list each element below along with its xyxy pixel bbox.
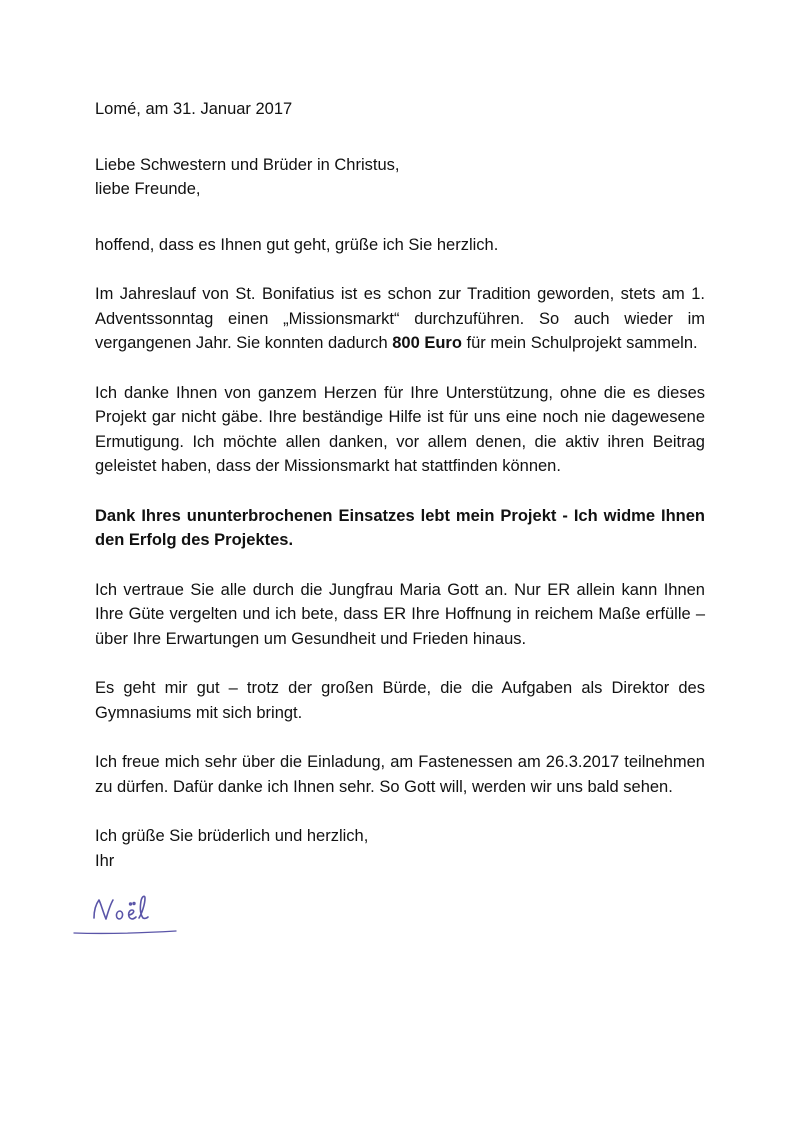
paragraph-invitation-text: Ich freue mich sehr über die Einladung, am Fastenessen am 26.3.2017 teilnehmen zu dürfen. Dafür danke ich Ihnen sehr. So Gott will, werden wir uns bald sehen. xyxy=(95,753,705,796)
salutation xyxy=(95,153,705,202)
paragraph-dedication xyxy=(95,504,705,553)
paragraph-wellbeing-text: Es geht mir gut – trotz der großen Bürde, die die Aufgaben als Direktor des Gymnasiums mit sich bringt. xyxy=(95,679,705,722)
handwritten-signature xyxy=(72,888,182,940)
paragraph-greeting-text: hoffend, dass es Ihnen gut geht, grüße ich Sie herzlich. xyxy=(95,235,499,254)
letter-date xyxy=(95,97,705,122)
date-text: Lomé, am 31. Januar 2017 xyxy=(95,100,293,118)
paragraph-prayer xyxy=(95,578,705,652)
salutation-line-1: Liebe Schwestern und Brüder in Christus, xyxy=(95,155,400,174)
salutation-line-2: liebe Freunde, xyxy=(95,180,201,198)
closing-line-1: Ich grüße Sie brüderlich und herzlich, xyxy=(95,827,369,845)
paragraph-prayer-text: Ich vertraue Sie alle durch die Jungfrau Maria Gott an. Nur ER allein kann Ihnen Ihre Güte vergelten und ich bete, dass ER Ihre Hoffnung in reichem Maße erfülle – über Ihre Erwartungen um Gesundheit und Frieden hinaus. xyxy=(95,580,705,648)
closing-line-2: Ihr xyxy=(95,851,115,870)
paragraph-greeting xyxy=(95,233,705,258)
paragraph-dedication-text: Dank Ihres ununterbrochenen Einsatzes lebt mein Projekt - Ich widme Ihnen den Erfolg des Projektes. xyxy=(95,506,705,549)
paragraph-missionsmarkt xyxy=(95,282,705,356)
paragraph-missionsmarkt-text-2: für mein Schulprojekt sammeln. xyxy=(461,334,698,352)
donation-amount: 800 Euro xyxy=(392,334,462,352)
paragraph-thanks xyxy=(95,381,705,479)
paragraph-thanks-text: Ich danke Ihnen von ganzem Herzen für Ihre Unterstützung, ohne die es dieses Projekt gar nicht gäbe. Ihre beständige Hilfe ist für uns eine noch nie dagewesene Ermutigung. Ich möchte allen danken, vor allem denen, die aktiv ihren Beitrag geleistet haben, dass der Missionsmarkt hat stattfinden können. xyxy=(95,383,705,475)
paragraph-missionsmarkt-text-1: Im Jahreslauf von St. Bonifatius ist es schon zur Tradition geworden, stets am 1. Adventssonntag einen „Missionsmarkt“ durchzuführen. So auch wieder im vergangenen Jahr. Sie konnten dadurch xyxy=(95,285,705,352)
letter-page xyxy=(95,97,705,873)
closing xyxy=(95,824,705,873)
paragraph-wellbeing xyxy=(95,676,705,725)
paragraph-invitation xyxy=(95,750,705,799)
